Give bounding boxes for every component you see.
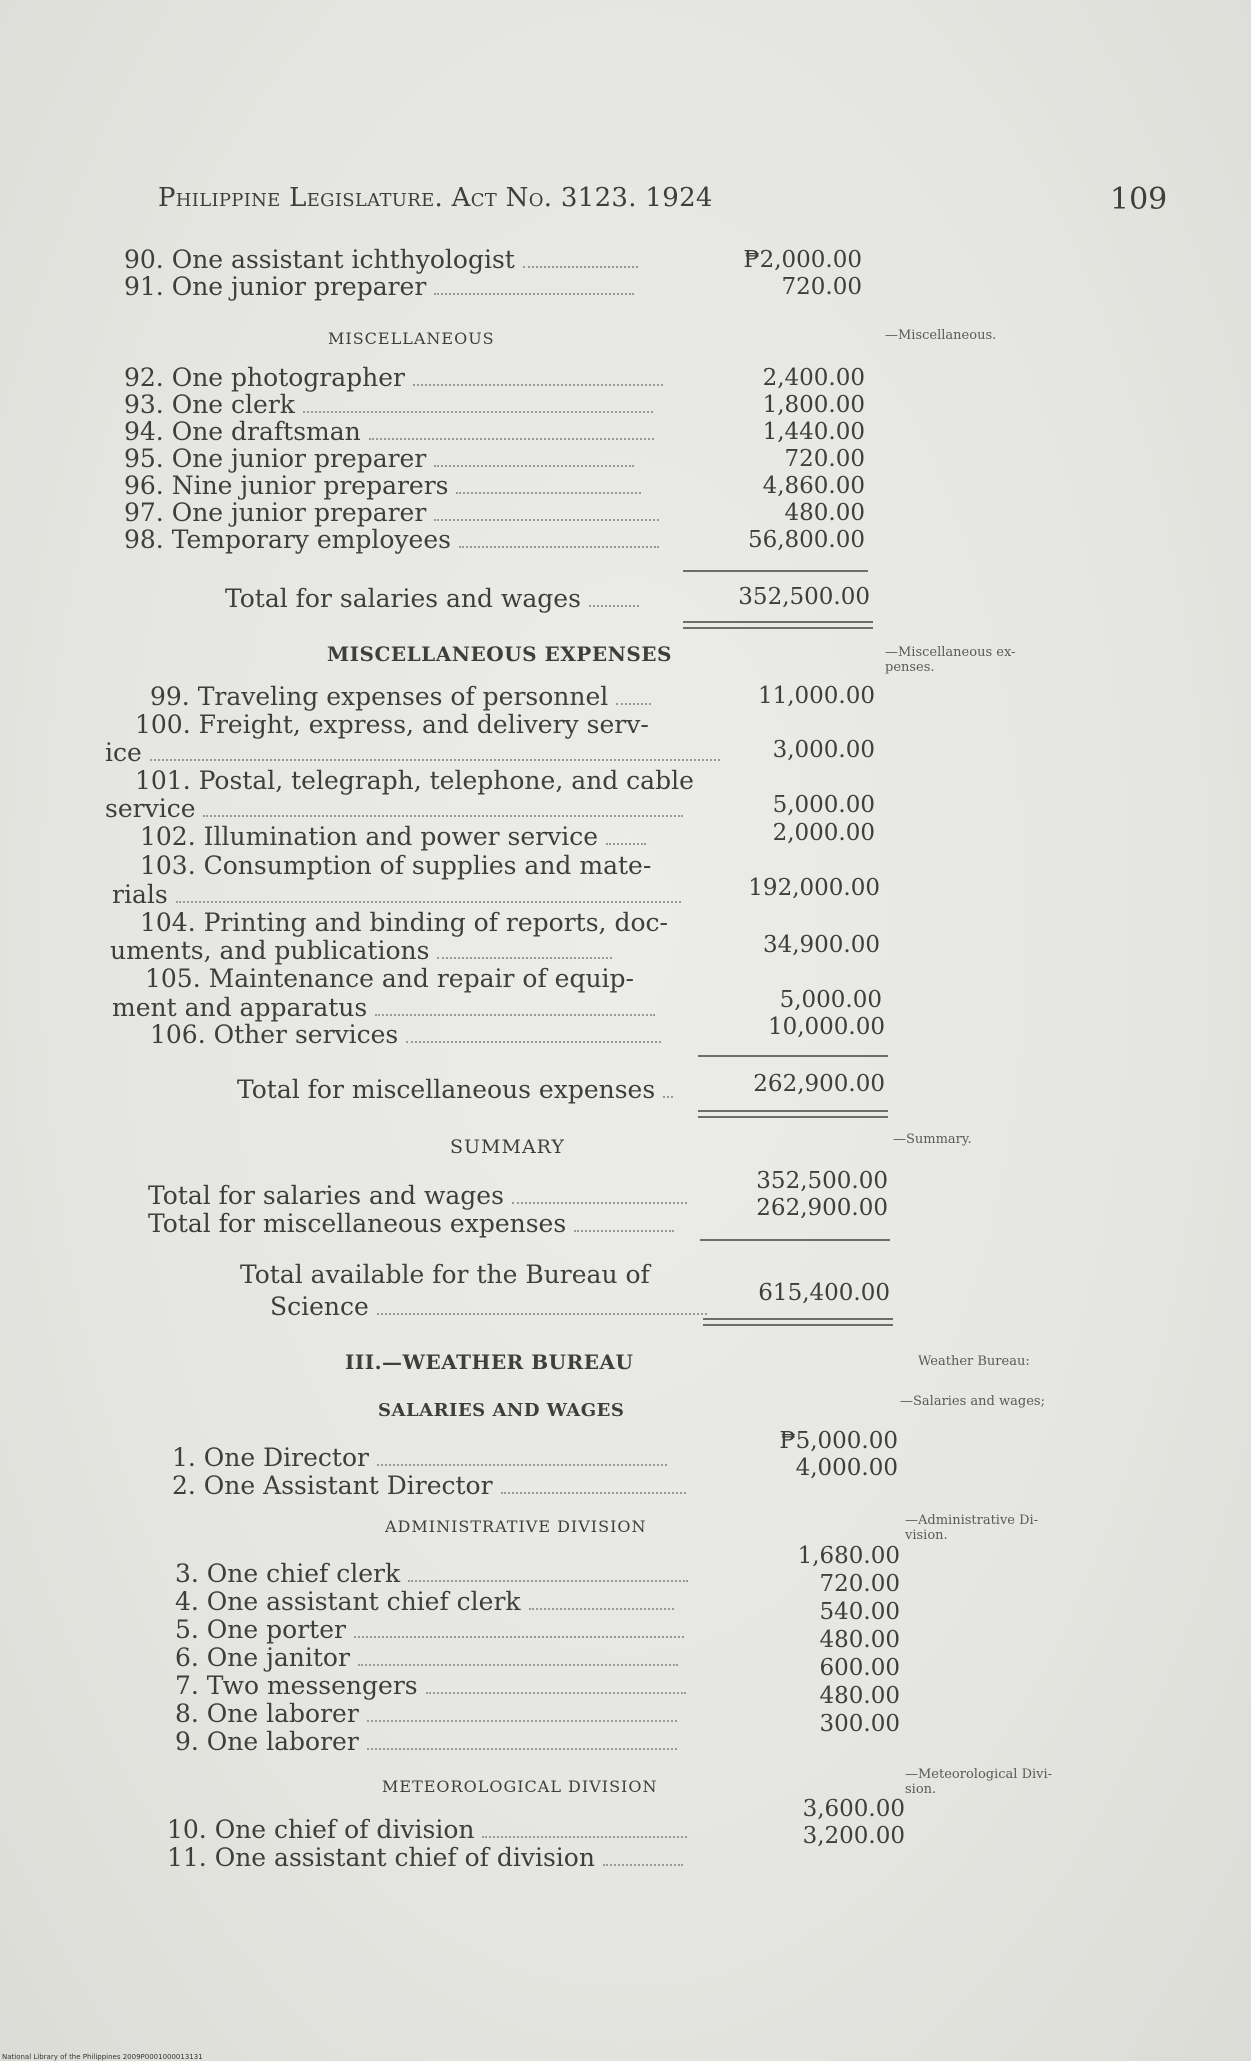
list-item (167, 1843, 683, 1872)
item-amount: 600.00 (819, 1655, 900, 1681)
section-heading: ADMINISTRATIVE DIVISION (385, 1517, 647, 1536)
item-label: 7. Two messengers (175, 1671, 418, 1700)
leader-dots (512, 1201, 687, 1204)
list-item (175, 1615, 684, 1644)
leader-dots (434, 464, 634, 467)
list-item: 100. Freight, express, and delivery serv- (135, 710, 649, 739)
item-amount: ₱2,000.00 (743, 247, 862, 273)
item-amount: 2,400.00 (762, 365, 865, 391)
item-label: 91. One junior preparer (124, 272, 427, 301)
leader-dots (369, 437, 654, 440)
item-amount: 10,000.00 (767, 1014, 885, 1040)
item-label: 94. One draftsman (124, 417, 361, 446)
item-amount: 720.00 (784, 446, 865, 472)
item-label: 95. One junior preparer (124, 444, 427, 473)
item-amount: 2,000.00 (772, 820, 875, 846)
leader-dots (529, 1607, 674, 1610)
item-label: service (105, 794, 196, 823)
margin-note: —Miscellaneous. (885, 328, 997, 343)
list-item: 101. Postal, telegraph, telephone, and cable (135, 766, 694, 795)
total-double-rule (698, 1110, 888, 1118)
scan-footer: National Library of the Philippines 2009P0001000013131 (2, 2053, 203, 2061)
item-label: 92. One photographer (124, 363, 406, 392)
item-amount: 5,000.00 (779, 987, 882, 1013)
list-item-continuation (110, 936, 612, 965)
leader-dots (523, 265, 638, 268)
item-amount: 4,000.00 (795, 1455, 898, 1481)
item-label: 96. Nine junior preparers (124, 471, 449, 500)
list-item (124, 363, 663, 392)
total-label: Total for salaries and wages (225, 584, 581, 613)
summary-row (148, 1181, 687, 1210)
section-heading: METEOROLOGICAL DIVISION (382, 1777, 658, 1796)
item-label: 5. One porter (175, 1615, 346, 1644)
list-item-continuation (105, 794, 683, 823)
leader-dots (616, 702, 651, 705)
list-item (172, 1471, 686, 1500)
item-label: 4. One assistant chief clerk (175, 1587, 521, 1616)
leader-dots (358, 1663, 678, 1666)
list-item (150, 682, 651, 711)
total-double-rule (683, 621, 873, 629)
list-item (124, 444, 634, 473)
running-title: Philippine Legislature. Act No. 3123. 1924 (158, 183, 713, 213)
leader-dots (406, 1040, 661, 1043)
total-label: Science (270, 1292, 369, 1321)
item-amount: 56,800.00 (747, 527, 865, 553)
item-amount: 5,000.00 (772, 792, 875, 818)
item-label: 106. Other services (150, 1020, 399, 1049)
item-amount: 3,000.00 (772, 737, 875, 763)
margin-note-line: —Miscellaneous ex- (885, 645, 1016, 660)
list-item-continuation (112, 993, 655, 1022)
margin-note (885, 645, 1015, 675)
item-label: 90. One assistant ichthyologist (124, 245, 515, 274)
leader-dots (377, 1463, 667, 1466)
subsection-heading: SALARIES AND WAGES (378, 1400, 625, 1421)
list-item (124, 390, 653, 419)
list-item: 104. Printing and binding of reports, doc- (140, 908, 668, 937)
total-row (225, 584, 639, 613)
list-item (124, 525, 659, 554)
item-amount: 3,200.00 (802, 1823, 905, 1849)
list-item-continuation (105, 738, 720, 767)
list-item (124, 245, 638, 274)
leader-dots (408, 1579, 688, 1582)
section-heading: MISCELLANEOUS EXPENSES (327, 642, 672, 666)
list-item (175, 1587, 674, 1616)
leader-dots (426, 1691, 686, 1694)
leader-dots (367, 1747, 677, 1750)
list-item (175, 1643, 678, 1672)
summary-label: Total for miscellaneous expenses (148, 1209, 567, 1238)
margin-note-line: vision. (905, 1528, 948, 1543)
list-item (175, 1699, 677, 1728)
total-amount: 352,500.00 (738, 584, 870, 610)
total-amount: 262,900.00 (753, 1071, 885, 1097)
item-amount: 1,800.00 (762, 392, 865, 418)
leader-dots (589, 604, 639, 607)
list-item (175, 1559, 688, 1588)
margin-note (905, 1767, 1052, 1797)
item-amount: 540.00 (819, 1599, 900, 1625)
leader-dots (354, 1635, 684, 1638)
list-item (150, 1020, 661, 1049)
item-amount: 1,440.00 (762, 419, 865, 445)
list-item (124, 471, 641, 500)
margin-note: —Summary. (893, 1132, 972, 1147)
item-amount: 4,860.00 (762, 473, 865, 499)
item-label: 1. One Director (172, 1443, 369, 1472)
list-item: 105. Maintenance and repair of equip- (145, 964, 635, 993)
margin-note-line: penses. (885, 660, 935, 675)
item-label: uments, and publications (110, 936, 430, 965)
margin-note (905, 1513, 1038, 1543)
item-label: 3. One chief clerk (175, 1559, 401, 1588)
subtotal-rule (698, 1055, 888, 1057)
leader-dots (375, 1013, 655, 1016)
leader-dots (176, 900, 681, 903)
item-label: rials (112, 880, 168, 909)
section-heading: III.—WEATHER BUREAU (345, 1350, 634, 1374)
leader-dots (574, 1229, 674, 1232)
item-amount: 720.00 (819, 1571, 900, 1597)
total-amount: 615,400.00 (758, 1280, 890, 1306)
leader-dots (203, 814, 683, 817)
leader-dots (437, 956, 612, 959)
page-number: 109 (1110, 182, 1168, 217)
list-item (167, 1815, 687, 1844)
item-label: 11. One assistant chief of division (167, 1843, 595, 1872)
item-label: ment and apparatus (112, 993, 368, 1022)
list-item-continuation (112, 880, 681, 909)
total-row (270, 1292, 707, 1321)
item-label: 93. One clerk (124, 390, 295, 419)
margin-note-line: —Administrative Di- (905, 1513, 1039, 1528)
item-amount: 300.00 (819, 1711, 900, 1737)
leader-dots (150, 758, 720, 761)
item-label: 98. Temporary employees (124, 525, 451, 554)
section-heading: MISCELLANEOUS (328, 329, 495, 348)
item-amount: 1,680.00 (797, 1543, 900, 1569)
item-label: 102. Illumination and power service (140, 822, 599, 851)
item-amount: 480.00 (819, 1683, 900, 1709)
item-label: 99. Traveling expenses of personnel (150, 682, 609, 711)
total-label: Total for miscellaneous expenses (237, 1075, 656, 1104)
total-row (237, 1075, 673, 1104)
item-label: 8. One laborer (175, 1699, 359, 1728)
item-label: 10. One chief of division (167, 1815, 475, 1844)
summary-amount: 352,500.00 (756, 1168, 888, 1194)
item-amount: 11,000.00 (757, 683, 875, 709)
item-label: 9. One laborer (175, 1727, 359, 1756)
item-amount: 480.00 (819, 1627, 900, 1653)
section-heading: SUMMARY (450, 1136, 565, 1158)
total-row-line1: Total available for the Bureau of (240, 1260, 650, 1289)
list-item (124, 417, 654, 446)
summary-amount: 262,900.00 (756, 1195, 888, 1221)
summary-label: Total for salaries and wages (148, 1181, 504, 1210)
leader-dots (501, 1491, 686, 1494)
item-label: 6. One janitor (175, 1643, 350, 1672)
list-item (124, 272, 634, 301)
leader-dots (456, 491, 641, 494)
list-item (140, 822, 646, 851)
item-amount: 720.00 (781, 274, 862, 300)
leader-dots (367, 1719, 677, 1722)
leader-dots (482, 1835, 687, 1838)
leader-dots (303, 410, 653, 413)
summary-row (148, 1209, 674, 1238)
margin-note-line: sion. (905, 1782, 937, 1797)
margin-note: —Salaries and wages; (900, 1394, 1045, 1409)
item-label: ice (105, 738, 142, 767)
total-double-rule (703, 1318, 893, 1326)
subtotal-rule (700, 1239, 890, 1241)
leader-dots (663, 1095, 673, 1098)
list-item (172, 1443, 667, 1472)
list-item: 103. Consumption of supplies and mate- (140, 851, 652, 880)
leader-dots (603, 1863, 683, 1866)
list-item (124, 498, 659, 527)
leader-dots (606, 842, 646, 845)
item-amount: 34,900.00 (762, 932, 880, 958)
item-amount: 480.00 (784, 500, 865, 526)
leader-dots (434, 292, 634, 295)
item-label: 2. One Assistant Director (172, 1471, 493, 1500)
leader-dots (459, 545, 659, 548)
item-label: 97. One junior preparer (124, 498, 427, 527)
margin-note-line: —Meteorological Divi- (905, 1767, 1053, 1782)
item-amount: 3,600.00 (802, 1796, 905, 1822)
leader-dots (434, 518, 659, 521)
margin-note: Weather Bureau: (918, 1354, 1030, 1369)
list-item (175, 1727, 677, 1756)
leader-dots (377, 1312, 707, 1315)
leader-dots (413, 383, 663, 386)
item-amount: ₱5,000.00 (779, 1428, 898, 1454)
list-item (175, 1671, 686, 1700)
item-amount: 192,000.00 (748, 875, 880, 901)
subtotal-rule (683, 570, 868, 572)
